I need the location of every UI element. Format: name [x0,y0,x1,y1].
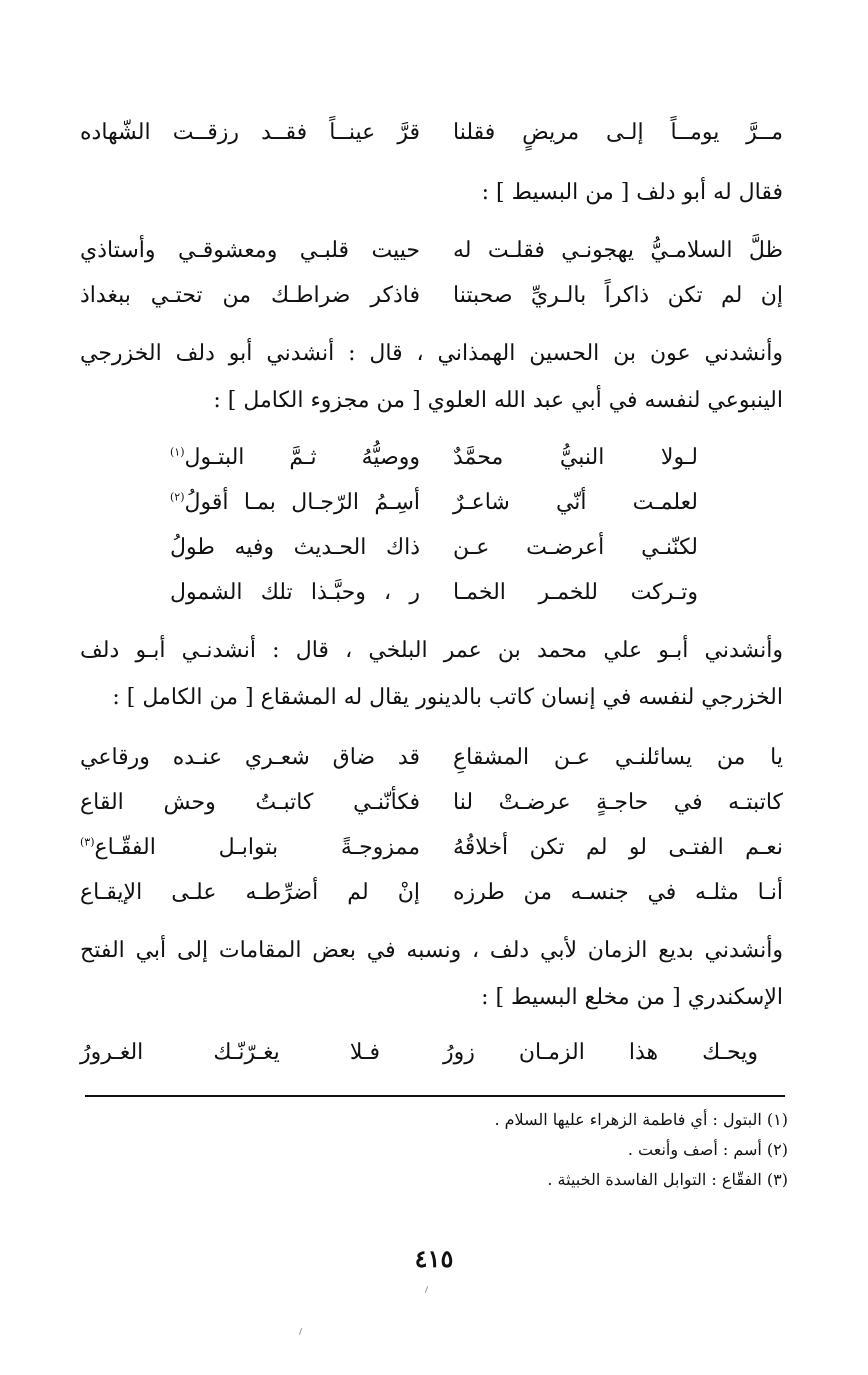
verse-3-line-3-first: لكنّنـي أعرضـت عـن [453,535,698,560]
intro-paragraph-4-line-2: الإسكندري [ من مخلع البسيط ] : [481,985,783,1010]
verse-4-line-2-second: فكأنّنـي كاتبـتُ وحش القاع [80,790,420,815]
footnote-separator [85,1095,785,1097]
footnote-3: (٣) الفقّاع : التوابل الفاسدة الخبيثة . [547,1170,788,1189]
verse-5-second-hemistich: فـلا يغـرّنّـك الغـرورُ [80,1040,380,1065]
verse-4-line-3-first: نعـم الفتـى لو لم تكن أخلاقُهُ [453,835,783,860]
verse-2-line-1-first: ظلَّ السلامـيُّ يهجونـي فقلـت له [453,238,783,263]
verse-3-line-4-second: ر ، وحبَّـذا تلك الشمول [170,580,420,605]
intro-paragraph-3-line-2: الخزرجي لنفسه في إنسان كاتب بالدينور يقال له المشقاع [ من الكامل ] : [112,685,783,710]
verse-4-line-1-second: قد ضاق شعـري عنـده ورقاعي [80,745,420,770]
stray-mark [299,1328,302,1335]
verse-4-line-3-second: ممزوجـةً بتوابـل الفقّـاع$^{(٣)}$ [80,835,420,860]
intro-paragraph-2-line-2: الينبوعي لنفسه في أبي عبد الله العلوي [ من مجزوء الكامل ] : [213,388,783,413]
verse-3-line-3-second: ذاك الحـديث وفيه طولُ [170,535,420,560]
verse-2-line-2-first: إن لم تكن ذاكراً بالـريِّ صحبتنا [453,283,783,308]
intro-paragraph-1: فقال له أبو دلف [ من البسيط ] : [481,180,783,205]
footnote-ref-3: (٣) [80,835,95,849]
verse-4-line-4-second: إنْ لم أضرِّطـه علـى الإيقـاع [80,880,420,905]
verse-4-line-4-first: أنـا مثلـه في جنسـه من طرزه [453,880,783,905]
verse-2-line-1-second: حييت قلبـي ومعشوقـي وأستاذي [80,238,420,263]
verse-3-line-4-first: وتـركت للخمـر الخمـا [453,580,698,605]
page-number: ٤١٥ [414,1244,454,1273]
verse-3-line-1-second: ووصيُّهُ ثـمَّ البتـول$^{(١)}$ [170,445,420,470]
footnote-2: (٢) أسم : أصف وأنعت . [627,1140,788,1159]
intro-paragraph-3-line-1: وأنشدني أبـو علي محمد بن عمر البلخي ، قال : أنشدنـي أبـو دلف [80,638,783,663]
verse-4-line-1-first: يا من يسائلنـي عـن المشقاعِ [453,745,783,770]
verse-1-second-hemistich: قرَّ عينــاً فقــد رزقــت الشّهاده [80,120,420,145]
verse-4-line-2-first: كاتبتـه في حاجـةٍ عرضـتْ لنا [453,790,783,815]
verse-5-first-hemistich: ويحـك هذا الزمـان زورُ [443,1040,758,1065]
verse-2-line-2-second: فاذكر ضراطـك من تحتـي ببغداذ [80,283,420,308]
footnote-ref-2: (٢) [170,490,185,504]
verse-1-first-hemistich: مــرَّ يومــاً إلـى مريضٍ فقلنا [453,120,783,145]
stray-mark [425,1286,428,1293]
footnote-1: (١) البتول : أي فاطمة الزهراء عليها السلام . [494,1110,788,1129]
verse-3-line-2-first: لعلمـت أنّي شاعـرٌ [453,490,698,515]
intro-paragraph-4-line-1: وأنشدني بديع الزمان لأبي دلف ، ونسبه في بعض المقامات إلى أبي الفتح [80,938,783,963]
intro-paragraph-2-line-1: وأنشدني عون بن الحسين الهمذاني ، قال : أنشدني أبو دلف الخزرجي [80,341,783,366]
verse-3-line-2-second: أسِـمُ الرّجـال بمـا أقولُ$^{(٢)}$ [170,490,420,515]
verse-3-line-1-first: لـولا النبيُّ محمَّدٌ [453,445,698,470]
footnote-ref-1: (١) [170,445,185,459]
